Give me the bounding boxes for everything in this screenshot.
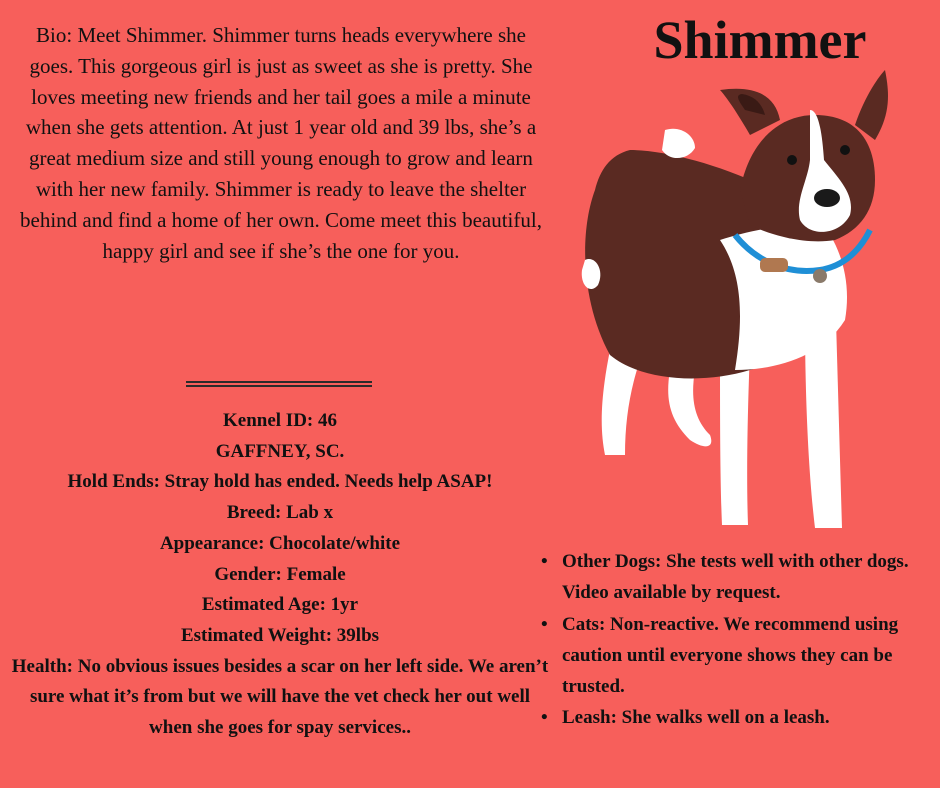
bio-text: Bio: Meet Shimmer. Shimmer turns heads everywhere she goes. This gorgeous girl is just as sweet as she is pretty. She loves meeting new friends and her tail goes a mile a minute when she gets attention. At just 1 year old and 39 lbs, she’s a great medium size and still young enough to grow and learn with her new family. Shimmer is ready to leave the shelter behind and find a home of her own. Come meet this beautiful, happy girl and see if she’s the one for you. <box>20 23 542 263</box>
traits-list <box>538 546 928 734</box>
appearance: Appearance: Chocolate/white <box>159 532 401 554</box>
breed: Breed: Lab x <box>226 502 334 524</box>
hold-ends: Hold Ends: Stray hold has ended. Needs help ASAP! <box>67 471 493 493</box>
trait-item-leash: • Leash: She walks well on a leash. <box>541 707 830 729</box>
trait-item-other-dogs: • Other Dogs: She tests well with other dogs. Video available by request. <box>541 551 909 604</box>
gender: Gender: Female <box>214 563 346 585</box>
divider <box>186 381 372 387</box>
trait-text: Leash: She walks well on a leash. <box>562 707 830 729</box>
location: GAFFNEY, SC. <box>215 440 345 462</box>
estimated-age: Estimated Age: 1yr <box>201 594 359 616</box>
trait-text: Cats: Non-reactive. We recommend using caution until everyone shows they can be trusted. <box>562 613 899 698</box>
kennel-id: Kennel ID: 46 <box>223 410 337 431</box>
trait-item-cats: • Cats: Non-reactive. We recommend using caution until everyone shows they can be trusted. <box>541 613 899 698</box>
health: Health: No obvious issues besides a scar on her left side. We aren’t sure what it’s from but we will have the vet check her out well when she goes for spay services.. <box>11 655 549 739</box>
details-block <box>10 406 550 744</box>
trait-text: Other Dogs: She tests well with other dogs. Video available by request. <box>562 551 909 604</box>
estimated-weight: Estimated Weight: 39lbs <box>180 624 380 646</box>
dog-name-title: Shimmer <box>653 10 867 70</box>
dog-photo <box>570 70 910 540</box>
